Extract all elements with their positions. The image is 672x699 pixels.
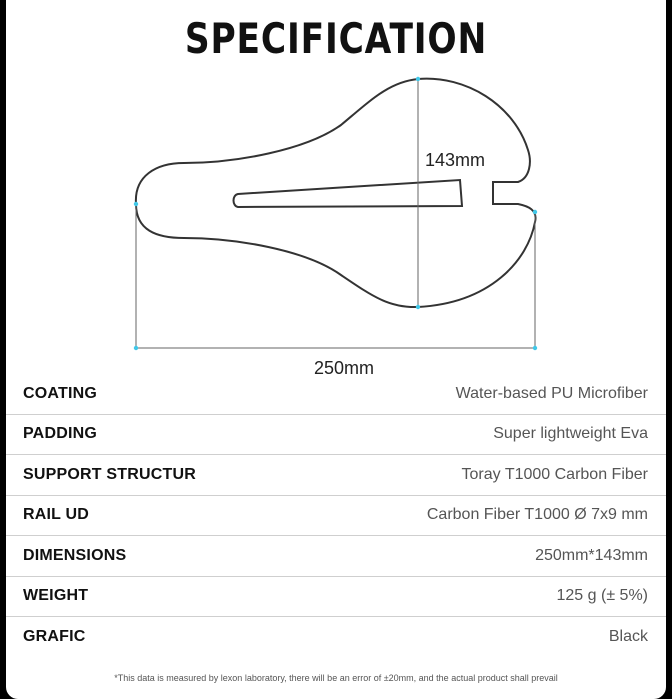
saddle-diagram [6,0,666,370]
width-label: 250mm [314,358,375,378]
spec-table [6,374,666,658]
spec-value: 125 g (± 5%) [556,587,648,605]
spec-label: RAIL UD [23,506,89,524]
spec-label: COATING [23,384,97,402]
spec-value: Water-based PU Microfiber [455,384,648,402]
height-label: 143mm [425,150,486,170]
spec-card [6,0,666,699]
spec-label: SUPPORT STRUCTUR [23,465,196,483]
spec-value: Super lightweight Eva [493,425,648,443]
spec-label: DIMENSIONS [23,546,127,564]
spec-row-grafic [6,617,666,658]
spec-row-coating [6,374,666,415]
page-title: SPECIFICATION [184,14,488,63]
spec-value: Black [608,628,648,646]
spec-row-padding [6,415,666,456]
saddle-outline [136,79,536,307]
spec-row-support-structure [6,455,666,496]
spec-row-weight [6,577,666,618]
spec-label: PADDING [23,425,97,443]
spec-label: GRAFIC [23,628,86,646]
saddle-cutout [234,180,463,207]
footnote: *This data is measured by lexon laboratory, there will be an error of ±20mm, and the actual product shall prevail [114,673,558,683]
dimension-markers [134,77,537,350]
spec-row-rail [6,496,666,537]
spec-value: 250mm*143mm [535,546,648,564]
spec-value: Carbon Fiber T1000 Ø 7x9 mm [426,506,648,524]
spec-value: Toray T1000 Carbon Fiber [461,465,648,483]
spec-row-dimensions [6,536,666,577]
spec-label: WEIGHT [23,587,89,605]
